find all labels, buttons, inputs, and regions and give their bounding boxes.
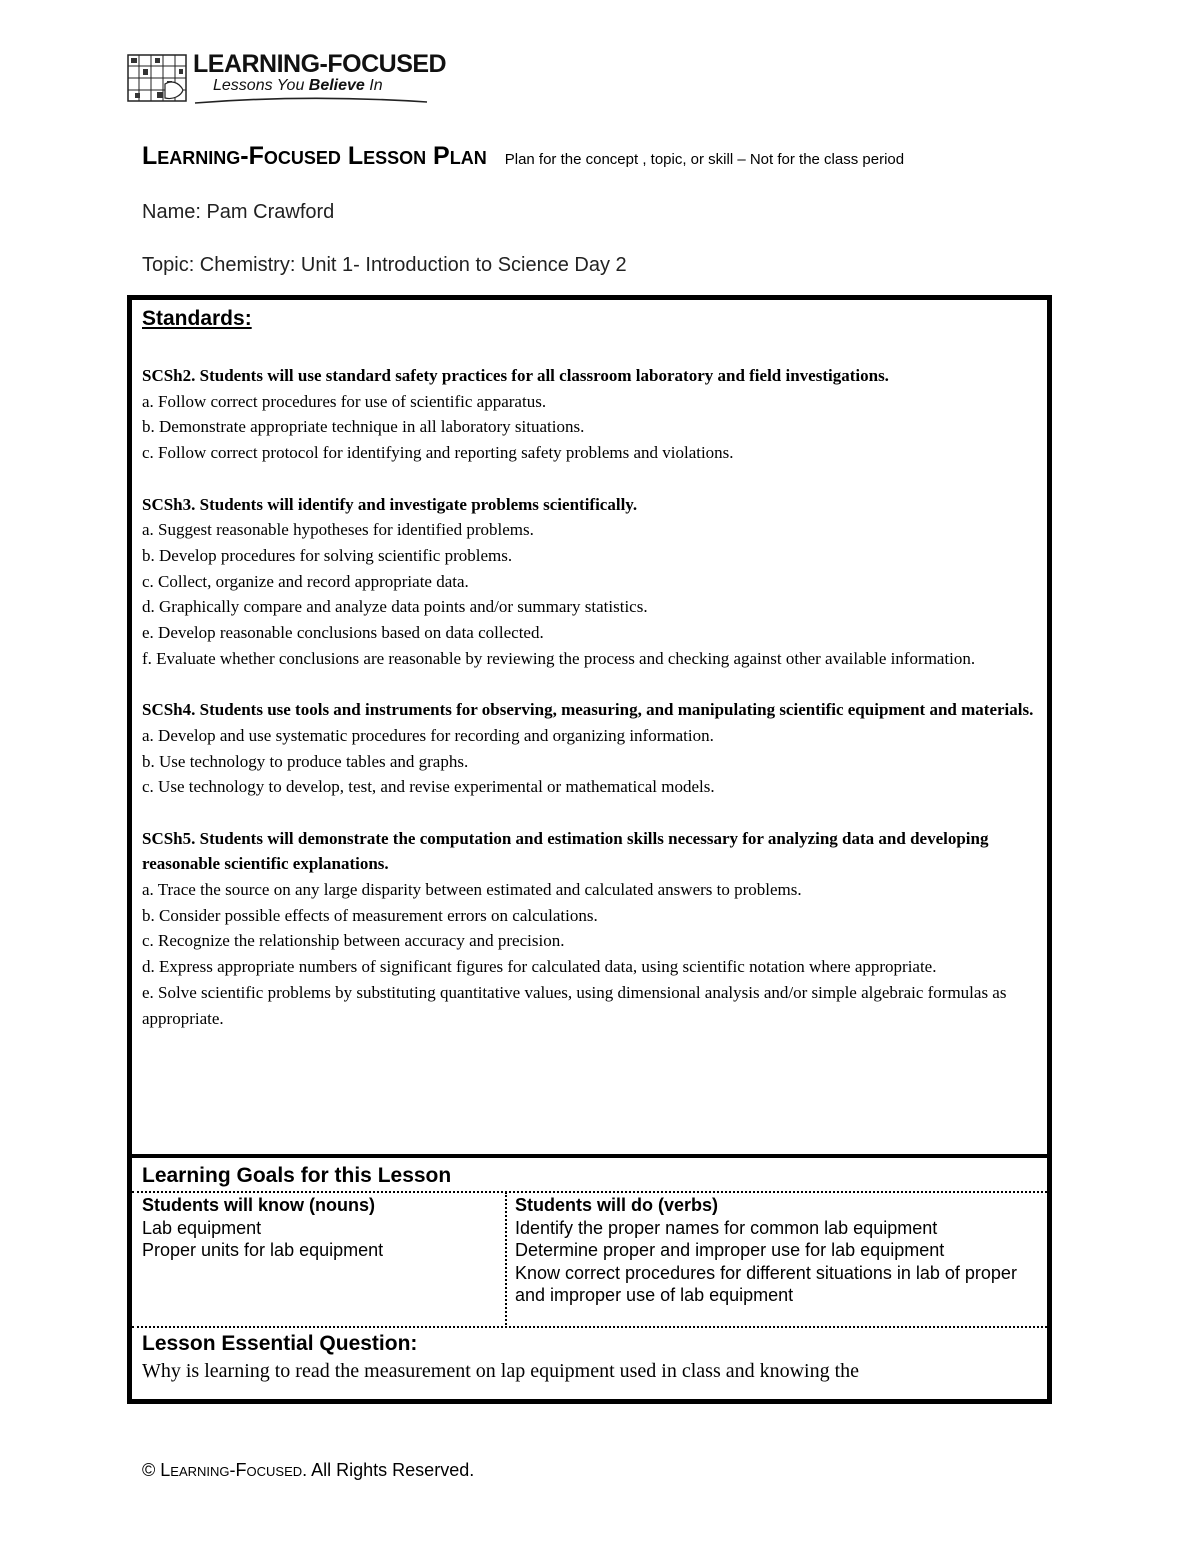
standard-title: SCSh4. Students use tools and instruments for observing, measuring, and manipulating scientific equipment and materials. (142, 700, 1034, 720)
do-item: Determine proper and improper use for lab equipment (515, 1240, 945, 1260)
standard-item: d. Graphically compare and analyze data points and/or summary statistics. (142, 597, 648, 617)
logo-tagline-post: In (364, 77, 383, 94)
standard-item: a. Trace the source on any large disparity between estimated and calculated answers to problems. (142, 880, 802, 900)
standard-item: c. Recognize the relationship between accuracy and precision. (142, 931, 565, 951)
goals-divider-vertical (505, 1192, 507, 1328)
footer-brand: Learning-Focused (160, 1460, 303, 1480)
copyright-footer (142, 1460, 474, 1481)
standard-item: a. Follow correct procedures for use of scientific apparatus. (142, 391, 547, 411)
standard-title: SCSh5. Students will demonstrate the computation and estimation skills necessary for analyzing data and developing reasonable scientific explanations. (142, 828, 989, 874)
standard-item: f. Evaluate whether conclusions are reasonable by reviewing the process and checking against other available information. (142, 648, 976, 668)
do-item: Identify the proper names for common lab equipment (515, 1217, 938, 1238)
logo-brand-text: LEARNING-FOCUSED (193, 50, 447, 78)
standard-item: c. Use technology to develop, test, and revise experimental or mathematical models. (142, 777, 715, 797)
know-heading: Students will know (nouns) (142, 1195, 375, 1215)
essential-question-heading: Lesson Essential Question: (142, 1332, 418, 1355)
standard-title: SCSh2. Students will use standard safety practices for all classroom laboratory and field investigations. (142, 366, 889, 385)
logo-tagline-pre: Lessons You (213, 77, 309, 94)
do-item: Know correct procedures for different situations in lab of proper and improper use of lab equipment (515, 1262, 1017, 1305)
students-will-do-column (515, 1194, 1025, 1307)
footer-rights: . All Rights Reserved. (302, 1460, 475, 1480)
standard-item: b. Consider possible effects of measurement errors on calculations. (142, 905, 598, 925)
goals-divider-horizontal (132, 1191, 1047, 1193)
standard-title: SCSh3. Students will identify and investigate problems scientifically. (142, 494, 638, 514)
do-heading: Students will do (verbs) (515, 1195, 719, 1215)
lesson-plan-table (127, 295, 1052, 1404)
standard-group (142, 492, 1037, 672)
logo-swoosh (191, 94, 431, 106)
logo-tagline (213, 77, 383, 95)
standard-group (142, 363, 1037, 466)
standards-section (132, 300, 1047, 1158)
standard-group (142, 826, 1037, 1032)
learning-focused-logo (127, 50, 447, 106)
plan-title-subtitle: Plan for the concept , topic, or skill – Not for the class period (504, 151, 905, 168)
standard-item: e. Develop reasonable conclusions based on data collected. (142, 623, 544, 643)
goals-divider-bottom (132, 1326, 1047, 1328)
lesson-plan-title (142, 142, 904, 171)
standard-item: b. Demonstrate appropriate technique in all laboratory situations. (142, 417, 585, 437)
logo-tagline-bold: Believe (308, 77, 365, 94)
lesson-topic: Topic: Chemistry: Unit 1- Introduction to Science Day 2 (142, 254, 627, 276)
teacher-name: Name: Pam Crawford (142, 201, 335, 223)
standard-item: c. Follow correct protocol for identifying and reporting safety problems and violations. (142, 443, 734, 463)
plan-title-main: Learning-Focused Lesson Plan (142, 142, 487, 170)
standard-item: a. Develop and use systematic procedures for recording and organizing information. (142, 725, 714, 745)
standard-item: d. Express appropriate numbers of significant figures for calculated data, using scientific notation where appropriate. (142, 957, 937, 977)
essential-question-text: Why is learning to read the measurement on lap equipment used in class and knowing the (142, 1360, 860, 1382)
know-item: Proper units for lab equipment (142, 1240, 384, 1260)
standard-item: b. Develop procedures for solving scientific problems. (142, 545, 513, 565)
standard-item: b. Use technology to produce tables and graphs. (142, 751, 469, 771)
essential-question-section (132, 1330, 1047, 1399)
standard-item: a. Suggest reasonable hypotheses for identified problems. (142, 520, 534, 540)
know-item: Lab equipment (142, 1217, 262, 1238)
students-will-know-column (142, 1194, 502, 1262)
standard-item: e. Solve scientific problems by substituting quantitative values, using dimensional analysis and/or simple algebraic formulas as appropriate. (142, 982, 1007, 1028)
standards-heading: Standards: (142, 307, 252, 330)
standard-group (142, 697, 1037, 800)
standard-item: c. Collect, organize and record appropriate data. (142, 571, 469, 591)
copyright-symbol: © (142, 1460, 156, 1480)
learning-goals-section (132, 1162, 1047, 1328)
learning-goals-heading: Learning Goals for this Lesson (142, 1164, 452, 1187)
puzzle-logo-icon (127, 54, 187, 102)
